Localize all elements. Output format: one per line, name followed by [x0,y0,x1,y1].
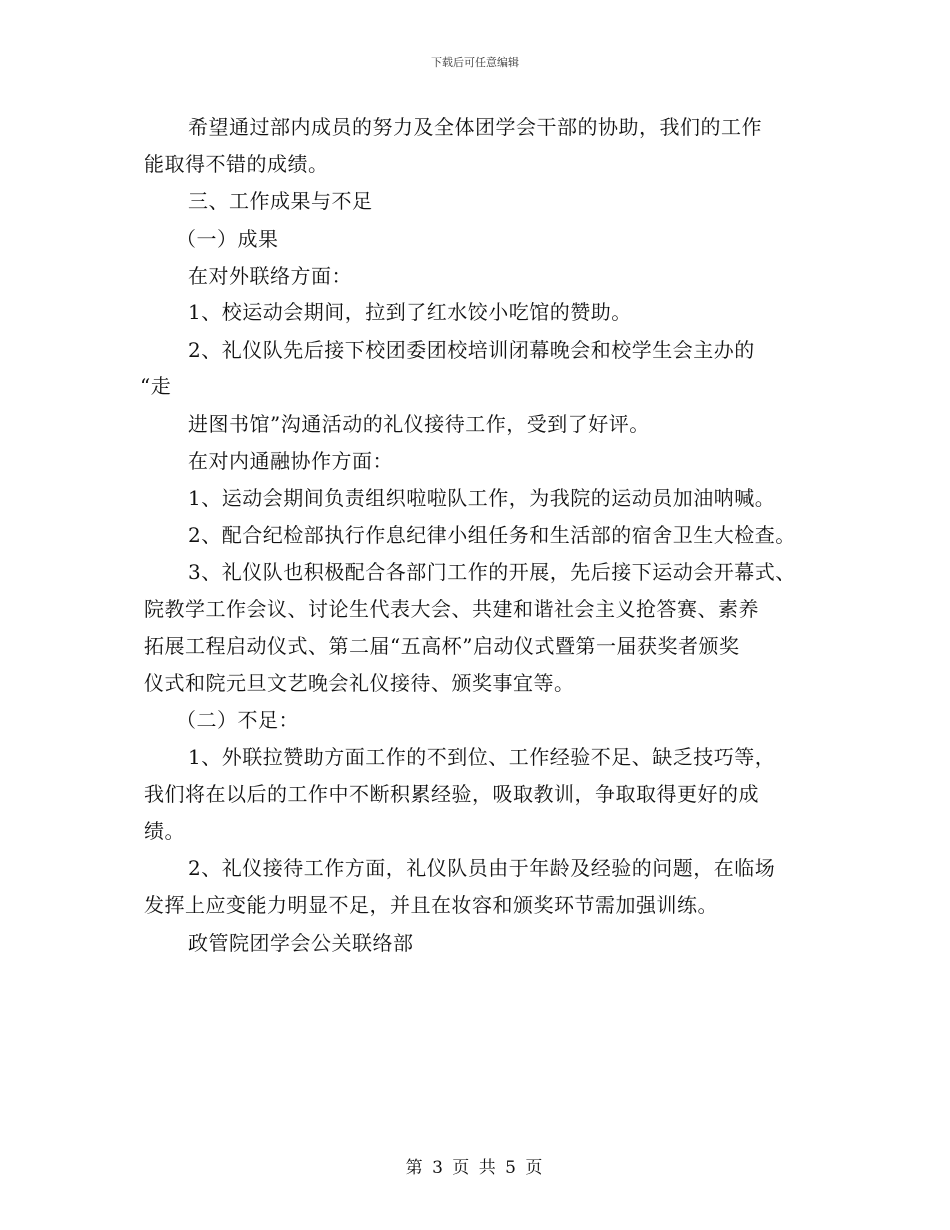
paragraph-line: 能取得不错的成绩。 [144,152,329,176]
paragraph-line: 院教学工作会议、讨论生代表大会、共建和谐社会主义抢答赛、素养 [144,597,759,621]
signature-line: 政管院团学会公关联络部 [188,931,414,955]
subsection-heading: （二）不足： [176,708,299,732]
subsection-heading: （一）成果 [176,227,279,251]
paragraph-line: 在对内通融协作方面： [188,449,393,473]
list-item: 1、外联拉赞助方面工作的不到位、工作经验不足、缺乏技巧等， [188,745,776,769]
paragraph-line: 希望通过部内成员的努力及全体团学会干部的协助，我们的工作 [188,115,762,139]
section-heading: 三、工作成果与不足 [188,189,373,213]
list-item: 2、配合纪检部执行作息纪律小组任务和生活部的宿舍卫生大检查。 [188,523,796,547]
paragraph-line: 进图书馆”沟通活动的礼仪接待工作，受到了好评。 [188,412,650,436]
paragraph-line: 仪式和院元旦文艺晚会礼仪接待、颁奖事宜等。 [144,671,575,695]
paragraph-line: 我们将在以后的工作中不断积累经验，吸取教训，争取取得更好的成 [144,782,759,806]
paragraph-line: “走 [140,374,172,398]
paragraph-line: 拓展工程启动仪式、第二届“五高杯”启动仪式暨第一届获奖者颁奖 [144,634,740,658]
list-item: 2、礼仪接待工作方面，礼仪队员由于年龄及经验的问题，在临场 [188,856,776,880]
paragraph-line: 绩。 [144,819,185,843]
page-header-note: 下载后可任意编辑 [431,56,519,69]
list-item: 1、运动会期间负责组织啦啦队工作，为我院的运动员加油呐喊。 [188,486,776,510]
paragraph-line: 在对外联络方面： [188,264,352,288]
paragraph-line: 发挥上应变能力明显不足，并且在妆容和颁奖环节需加强训练。 [144,893,718,917]
list-item: 2、礼仪队先后接下校团委团校培训闭幕晚会和校学生会主办的 [188,338,755,362]
list-item: 1、校运动会期间，拉到了红水饺小吃馆的赞助。 [188,300,632,324]
list-item: 3、礼仪队也积极配合各部门工作的开展，先后接下运动会开幕式、 [188,560,796,584]
page-number: 第 3 页 共 5 页 [405,1158,545,1178]
